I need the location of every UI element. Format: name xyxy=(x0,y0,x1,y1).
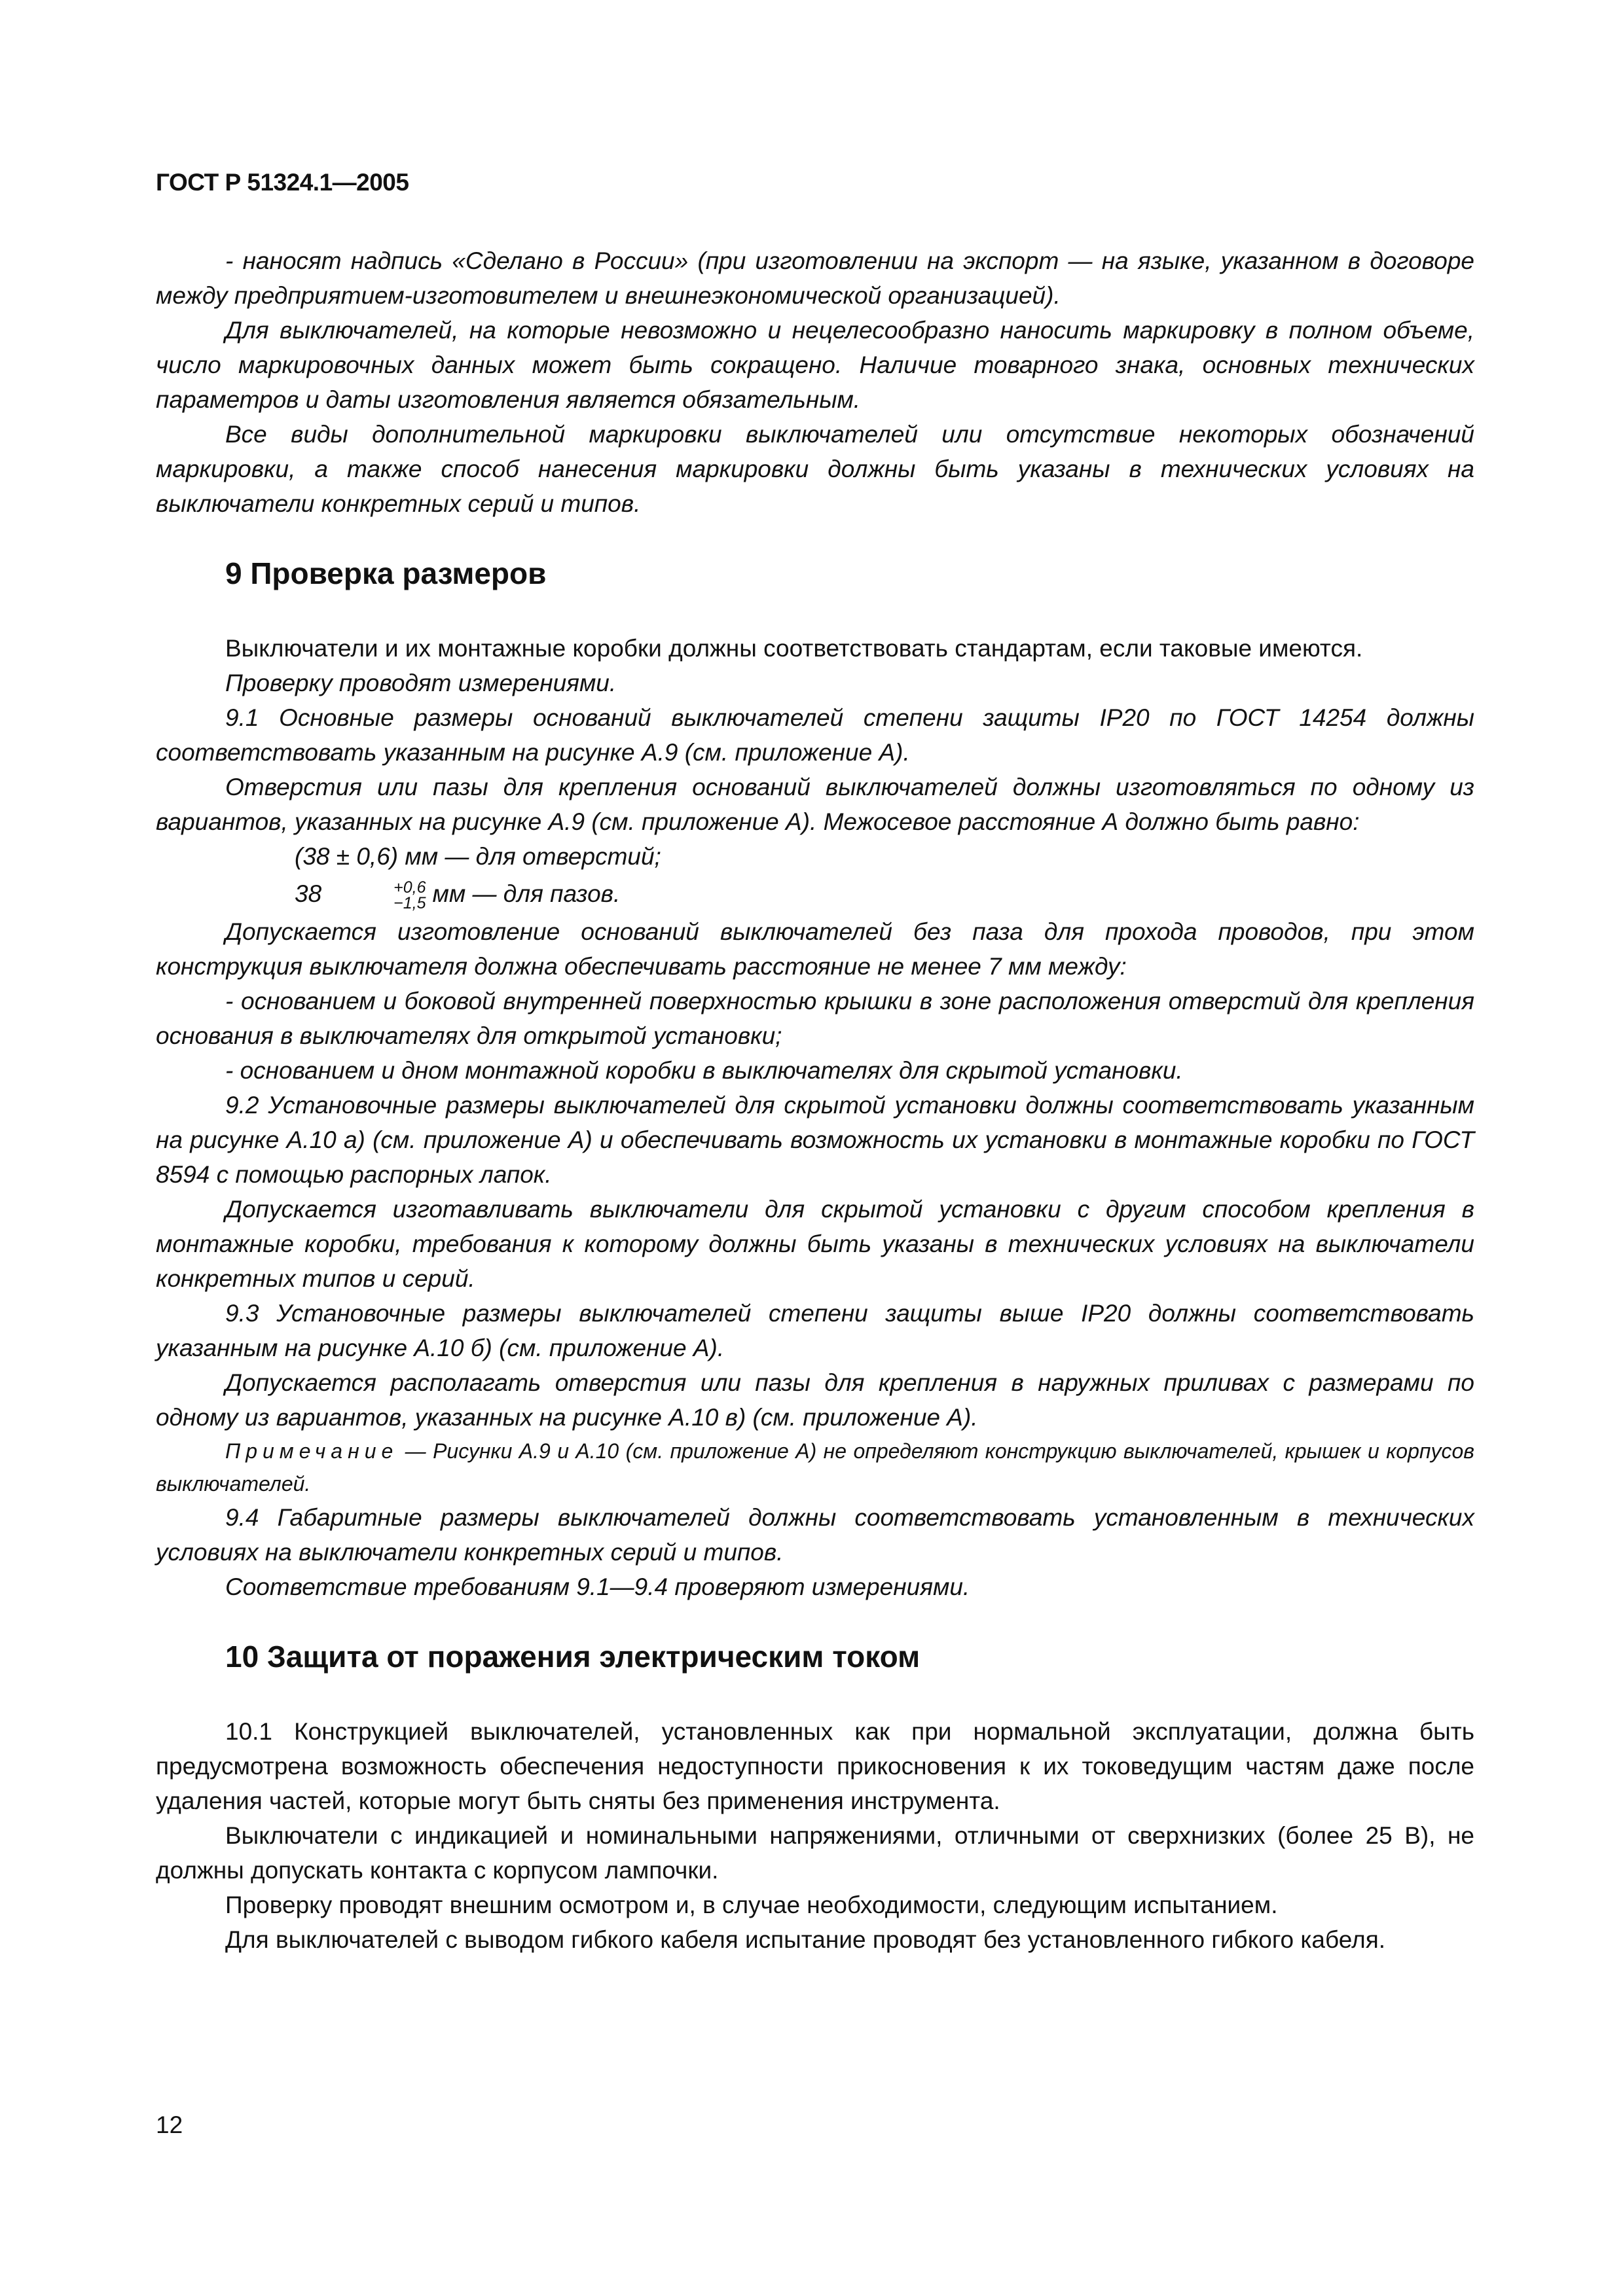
marking-paragraph-1: - наносят надпись «Сделано в России» (при изготовлении на экспорт — на языке, указанном в договоре между предприятием-изготовителем и внешнеэкономической организацией). xyxy=(156,247,1474,309)
marking-paragraph-2: Для выключателей, на которые невозможно и нецелесообразно наносить маркировку в полном объеме, число маркировочных данных может быть сокращено. Наличие товарного знака, основных технических параметров и даты изготовления является обязательным. xyxy=(156,317,1474,413)
tolerance-lower: −1,5 xyxy=(393,894,426,912)
section-10-paragraph-3: Проверку проводят внешним осмотром и, в случае необходимости, следующим испытанием. xyxy=(225,1892,1278,1918)
section-9-paragraph-9: Допускается изготавливать выключатели для скрытой установки с другим способом крепления в монтажные коробки, требования к которому должны быть указаны в технических условиях на выключатели конкретных типов и серий. xyxy=(156,1196,1474,1292)
section-9-paragraph-4: Отверстия или пазы для крепления оснований выключателей должны изготовляться по одному из вариантов, указанных на рисунке А.9 (см. приложение А). Межосевое расстояние А должно быть равно: xyxy=(156,774,1474,835)
formula-slots-tolerance xyxy=(324,880,426,911)
formula-slots xyxy=(156,874,1474,914)
document-body xyxy=(156,243,1474,1957)
page-number: 12 xyxy=(156,2111,183,2138)
clause-9-4: 9.4 Габаритные размеры выключателей должны соответствовать установленным в технических условиях на выключатели конкретных серий и типов. xyxy=(156,1504,1474,1566)
note-label: Примечание xyxy=(225,1439,399,1463)
marking-paragraph-3: Все виды дополнительной маркировки выключателей или отсутствие некоторых обозначений маркировки, а также способ нанесения маркировки должны быть указаны в технических условиях на выключатели конкретных серий и типов. xyxy=(156,421,1474,517)
section-9-paragraph-5: Допускается изготовление оснований выключателей без паза для прохода проводов, при этом конструкция выключателя должна обеспечивать расстояние не менее 7 мм между: xyxy=(156,918,1474,980)
standard-header: ГОСТ Р 51324.1—2005 xyxy=(156,169,409,196)
note xyxy=(156,1435,1474,1500)
clause-9-3: 9.3 Установочные размеры выключателей степени защиты выше IP20 должны соответствовать указанным на рисунке А.10 б) (см. приложение А). xyxy=(156,1300,1474,1361)
section-10-paragraph-4: Для выключателей с выводом гибкого кабеля испытание проводят без установленного гибкого кабеля. xyxy=(225,1926,1386,1953)
section-9-paragraph-11: Допускается располагать отверстия или пазы для крепления в наружных приливах с размерами по одному из вариантов, указанных на рисунке А.10 в) (см. приложение А). xyxy=(156,1369,1474,1431)
section-9-heading: 9 Проверка размеров xyxy=(225,556,547,590)
formula-holes: (38 ± 0,6) мм — для отверстий; xyxy=(295,843,661,870)
section-9-paragraph-2: Проверку проводят измерениями. xyxy=(225,670,617,696)
section-9-paragraph-13: Соответствие требованиям 9.1—9.4 проверяют измерениями. xyxy=(225,1573,970,1600)
section-10-heading: 10 Защита от поражения электрическим током xyxy=(225,1640,921,1674)
section-10-paragraph-2: Выключатели с индикацией и номинальными напряжениями, отличными от сверхнизких (более 25 В), не должны допускать контакта с корпусом лампочки. xyxy=(156,1822,1474,1884)
section-9-paragraph-7: - основанием и дном монтажной коробки в выключателях для скрытой установки. xyxy=(225,1057,1183,1084)
clause-9-2: 9.2 Установочные размеры выключателей для скрытой установки должны соответствовать указанным на рисунке А.10 а) (см. приложение А) и обеспечивать возможность их установки в монтажные коробки по ГОСТ 8594 с помощью распорных лапок. xyxy=(156,1092,1474,1188)
formula-slots-base: 38 xyxy=(295,880,322,907)
section-9-paragraph-6: - основанием и боковой внутренней поверхностью крышки в зоне расположения отверстий для крепления основания в выключателях для открытой установки; xyxy=(156,988,1474,1049)
tolerance-upper: +0,6 xyxy=(393,878,426,897)
section-9-paragraph-1: Выключатели и их монтажные коробки должны соответствовать стандартам, если таковые имеются. xyxy=(225,635,1363,662)
clause-9-1: 9.1 Основные размеры оснований выключателей степени защиты IP20 по ГОСТ 14254 должны соответствовать указанным на рисунке А.9 (см. приложение А). xyxy=(156,704,1474,766)
formula-slots-rest: мм — для пазов. xyxy=(432,880,621,907)
note-text: — Рисунки А.9 и А.10 (см. приложение А) не определяют конструкцию выключателей, крышек и корпусов выключателей. xyxy=(156,1439,1474,1496)
clause-10-1: 10.1 Конструкцией выключателей, установленных как при нормальной эксплуатации, должна быть предусмотрена возможность обеспечения недоступности прикосновения к их токоведущим частям даже после удаления частей, которые могут быть сняты без применения инструмента. xyxy=(156,1718,1474,1814)
